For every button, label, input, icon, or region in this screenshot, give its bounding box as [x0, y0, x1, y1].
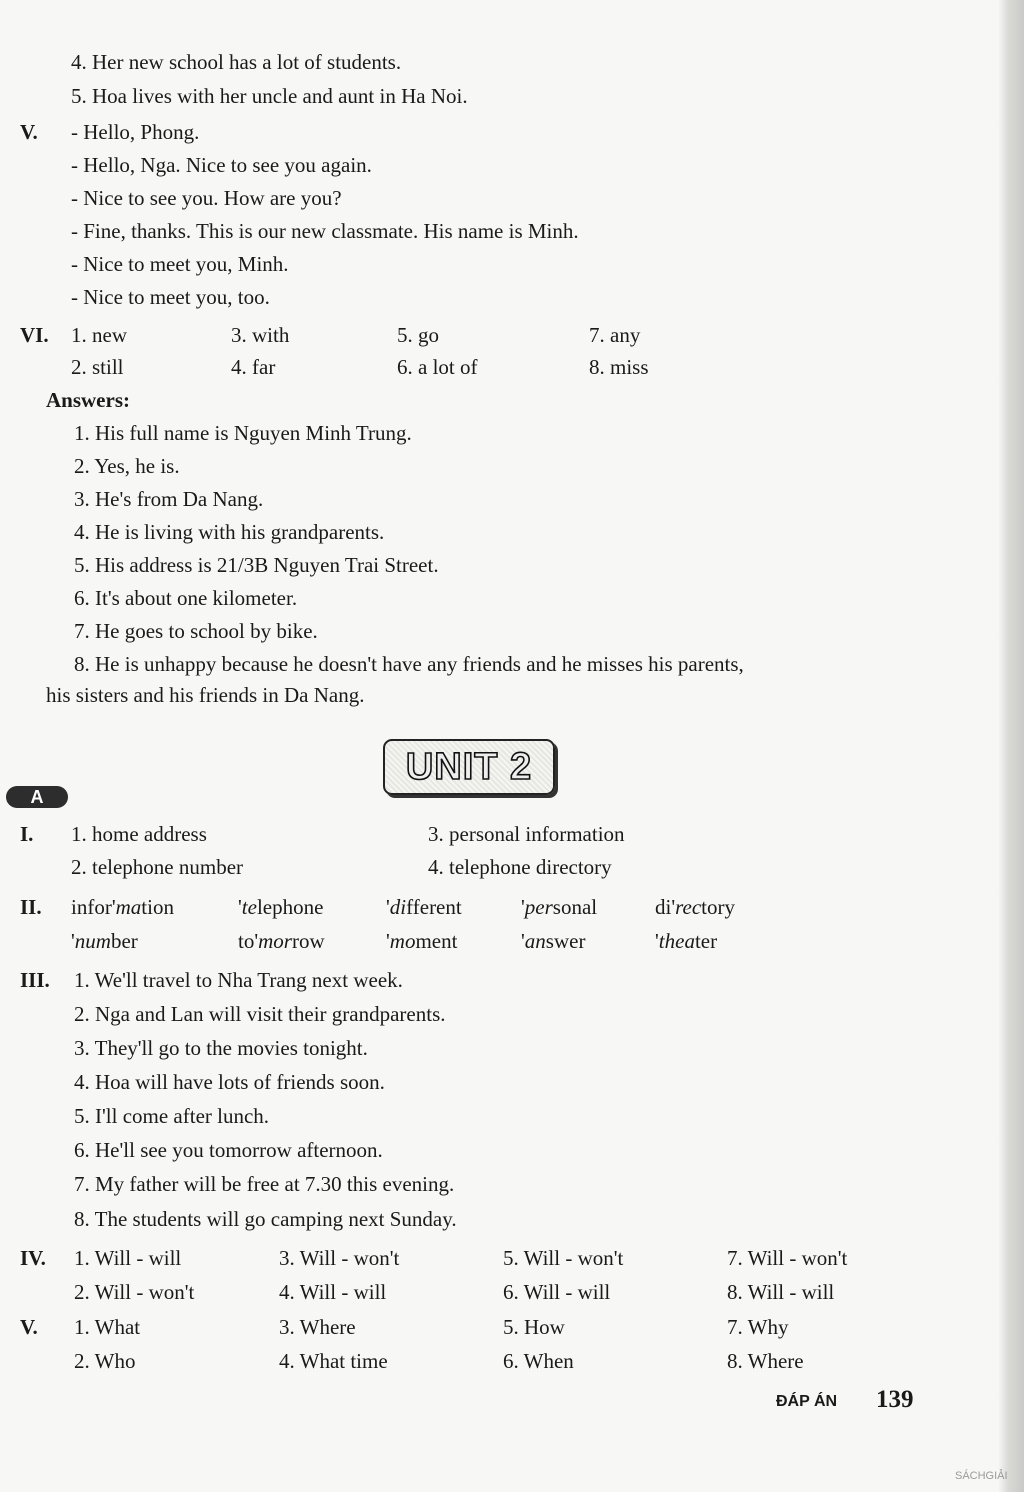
vi-item: 2. still [71, 355, 124, 379]
vi-item: 6. a lot of [397, 355, 478, 379]
vi-item: 3. with [231, 323, 290, 347]
answer-line: 1. His full name is Nguyen Minh Trung. [74, 421, 412, 445]
page-number: 139 [876, 1386, 914, 1413]
answer-line: 5. Hoa lives with her uncle and aunt in Ha Noi. [71, 84, 468, 108]
section-label-v2: V. [20, 1315, 38, 1339]
answer-line: 4. He is living with his grandparents. [74, 520, 385, 544]
dialogue-line: - Hello, Nga. Nice to see you again. [71, 153, 372, 177]
section-label-vi: VI. [20, 323, 49, 347]
v-item: 2. Who [74, 1349, 136, 1373]
answer-line-continuation: his sisters and his friends in Da Nang. [46, 683, 365, 707]
iv-item: 8. Will - will [727, 1280, 835, 1304]
sentence-line: 2. Nga and Lan will visit their grandparents. [74, 1002, 446, 1026]
sentence-line: 6. He'll see you tomorrow afternoon. [74, 1138, 383, 1162]
iv-item: 2. Will - won't [74, 1280, 195, 1304]
vi-item: 7. any [589, 323, 641, 347]
dialogue-line: - Nice to see you. How are you? [71, 186, 342, 210]
answer-line: 6. It's about one kilometer. [74, 586, 298, 610]
dialogue-line: - Nice to meet you, too. [71, 285, 270, 309]
stress-word: 'number [71, 929, 138, 953]
v-item: 4. What time [279, 1349, 388, 1373]
v-item: 7. Why [727, 1315, 789, 1339]
vi-item: 1. new [71, 323, 127, 347]
answer-line: 7. He goes to school by bike. [74, 619, 318, 643]
section-label-iv: IV. [20, 1246, 46, 1270]
i-item: 2. telephone number [71, 855, 244, 879]
sentence-line: 7. My father will be free at 7.30 this evening. [74, 1172, 455, 1196]
vi-item: 4. far [231, 355, 276, 379]
answer-line: 3. He's from Da Nang. [74, 487, 264, 511]
section-label-iii: III. [20, 968, 50, 992]
answer-line: 2. Yes, he is. [74, 454, 180, 478]
answer-line: 4. Her new school has a lot of students. [71, 50, 402, 74]
iv-item: 4. Will - will [279, 1280, 387, 1304]
v-item: 5. How [503, 1315, 565, 1339]
dialogue-line: - Hello, Phong. [71, 120, 200, 144]
section-label-i: I. [20, 822, 34, 846]
vi-item: 5. go [397, 323, 439, 347]
sentence-line: 1. We'll travel to Nha Trang next week. [74, 968, 403, 992]
stress-word: 'answer [521, 929, 586, 953]
section-a-badge: A [6, 786, 68, 808]
iv-item: 3. Will - won't [279, 1246, 400, 1270]
iv-item: 1. Will - will [74, 1246, 182, 1270]
footer-label: ĐÁP ÁN [776, 1393, 838, 1410]
stress-word: infor'mation [71, 895, 174, 919]
iv-item: 5. Will - won't [503, 1246, 624, 1270]
sentence-line: 8. The students will go camping next Sunday. [74, 1207, 457, 1231]
unit-title-box [383, 739, 555, 795]
i-item: 4. telephone directory [428, 855, 612, 879]
v-item: 3. Where [279, 1315, 356, 1339]
watermark-logo: SÁCHGIẢI [955, 1470, 1008, 1482]
dialogue-line: - Nice to meet you, Minh. [71, 252, 289, 276]
unit-title: UNIT 2 [405, 745, 533, 788]
section-label-ii: II. [20, 895, 42, 919]
v-item: 6. When [503, 1349, 574, 1373]
answer-line: 5. His address is 21/3B Nguyen Trai Street. [74, 553, 439, 577]
sentence-line: 5. I'll come after lunch. [74, 1104, 270, 1128]
stress-word: 'telephone [238, 895, 324, 919]
page-edge-shadow [998, 0, 1024, 1492]
v-item: 8. Where [727, 1349, 804, 1373]
dialogue-line: - Fine, thanks. This is our new classmate. His name is Minh. [71, 219, 579, 243]
v-item: 1. What [74, 1315, 141, 1339]
i-item: 3. personal information [428, 822, 625, 846]
stress-word: 'moment [386, 929, 458, 953]
i-item: 1. home address [71, 822, 207, 846]
stress-word: to'morrow [238, 929, 325, 953]
stress-word: 'personal [521, 895, 598, 919]
stress-word: di'rectory [655, 895, 735, 919]
vi-item: 8. miss [589, 355, 649, 379]
answers-heading: Answers: [46, 388, 130, 412]
section-label-v: V. [20, 120, 38, 144]
sentence-line: 3. They'll go to the movies tonight. [74, 1036, 368, 1060]
answer-line: 8. He is unhappy because he doesn't have any friends and he misses his parents, [74, 652, 744, 676]
sentence-line: 4. Hoa will have lots of friends soon. [74, 1070, 385, 1094]
stress-word: 'theater [655, 929, 718, 953]
iv-item: 7. Will - won't [727, 1246, 848, 1270]
stress-word: 'different [386, 895, 462, 919]
iv-item: 6. Will - will [503, 1280, 611, 1304]
